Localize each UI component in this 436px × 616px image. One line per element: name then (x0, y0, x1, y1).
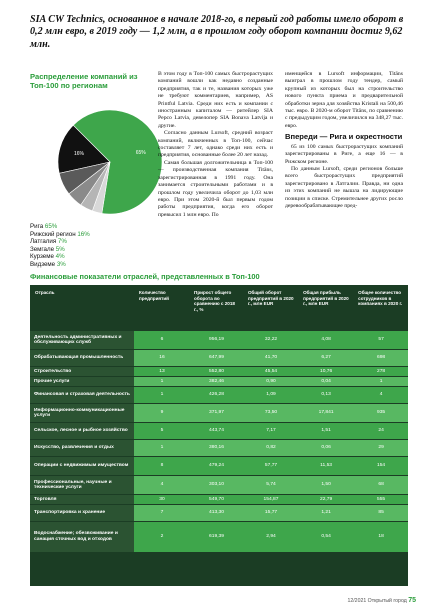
value-cell: 2,94 (243, 522, 298, 552)
footer-issue: 12/2021 Открытый город (347, 598, 407, 604)
value-cell: 7,17 (243, 423, 298, 440)
legend-value: 5% (55, 245, 65, 253)
value-cell: 5 (134, 423, 189, 440)
industry-name-cell: Информационно-коммуникационные услуги (30, 404, 134, 423)
value-cell: 73,50 (243, 404, 298, 423)
table-column-header: Отрасль (30, 285, 134, 331)
value-cell: 1 (134, 387, 189, 404)
value-cell: 380,16 (189, 440, 243, 457)
value-cell: 426,28 (189, 387, 243, 404)
industry-name-cell: Искусство, развлечения и отдых (30, 440, 134, 457)
table-row (30, 457, 408, 476)
industry-name-cell: Деятельность административных и обслуживающих служб (30, 331, 134, 350)
value-cell: 935 (353, 404, 408, 423)
legend-item (30, 231, 150, 239)
value-cell: 956,19 (189, 331, 243, 350)
financial-table-container (30, 285, 408, 586)
value-cell: 555 (353, 495, 408, 505)
industry-name-cell: Финансовая и страховая деятельность (30, 387, 134, 404)
value-cell: 32,22 (243, 331, 298, 350)
page-number: 75 (408, 597, 416, 604)
value-cell: 9 (134, 404, 189, 423)
legend-label: Рижский регион (30, 230, 76, 238)
value-cell: 16 (134, 350, 189, 367)
table-row (30, 377, 408, 387)
table-row (30, 505, 408, 522)
value-cell: 57 (353, 331, 408, 350)
article-paragraph: В этом году в Топ-100 самых быстрорастущих компаний вошли как недавно созданные предприятия, так и те, названия которых уже не требуют комментариев, например, AS Printful Latvia. Среди них есть и компании с иностранным капиталом — ритейлер SIA Pepco Latvia, девелопер SIA Bonava Latvija и другие. (158, 71, 273, 129)
table-column-header: Общий оборот предприятий в 2020 г., млн EUR (243, 285, 298, 331)
value-cell: 24 (353, 423, 408, 440)
value-cell: 85 (353, 505, 408, 522)
table-row (30, 367, 408, 377)
legend-item (30, 253, 150, 261)
value-cell: 552,80 (189, 367, 243, 377)
value-cell: 382,46 (189, 377, 243, 387)
value-cell: 8 (134, 457, 189, 476)
industry-name-cell: Транспортировка и хранение (30, 505, 134, 522)
table-row (30, 423, 408, 440)
table-column-header: Общее количество сотрудников в компаниях в 2020 г. (353, 285, 408, 331)
legend-label: Видземе (30, 260, 56, 268)
table-column-header: Количество предприятий (134, 285, 189, 331)
value-cell: 2 (134, 522, 189, 552)
table-column-header: Прирост общего оборота во сравнению с 2018 г., % (189, 285, 243, 331)
table-row (30, 350, 408, 367)
pie-legend (30, 223, 150, 268)
article-paragraph: Самая большая долгожительница в Топ-100 — производственная компания Titāns, зарегистрированная в 1991 году. Она занимается строительными работами и в прошлом году увеличила оборот до 1,03 млн евро. При этом 2020-й был первым годом работы предприятия, когда его оборот превысил 1 млн евро. По (158, 159, 273, 218)
table-row (30, 440, 408, 457)
value-cell: 45,54 (243, 367, 298, 377)
table-title: Финансовые показатели отраслей, представленных в Топ-100 (30, 272, 260, 281)
legend-label: Курземе (30, 253, 54, 260)
value-cell: 5,74 (243, 476, 298, 495)
lead-paragraph: SIA CW Technics, основанное в начале 2018-го, в первый год работы имело оборот в 0,2 млн евро, в 2019 году — 1,2 млн, а в прошлом году оборот компании достиг 9,62 млн. (30, 14, 404, 50)
value-cell: 22,79 (298, 495, 353, 505)
table-row (30, 495, 408, 505)
value-cell: 41,70 (243, 350, 298, 367)
value-cell: 0,04 (298, 377, 353, 387)
pie-chart-title: Распределение компаний из Топ-100 по регионам (30, 72, 138, 90)
value-cell: 4 (353, 387, 408, 404)
value-cell: 6,27 (298, 350, 353, 367)
article-column-1 (158, 71, 273, 219)
industry-name-cell: Строительство (30, 367, 134, 377)
value-cell: 619,39 (189, 522, 243, 552)
industry-name-cell: Профессиональные, научные и технические услуги (30, 476, 134, 495)
value-cell: 11,53 (298, 457, 353, 476)
article-paragraph: По данным Lursoft, среди регионов больше всего быстрорастущих предприятий зарегистрировано в Латгалии. Правда, ни одна из этих компаний не вышла на лидирующие позиции в списке. Стремительнее других росло деревообрабатывающее пред- (285, 166, 403, 210)
table-row (30, 331, 408, 350)
industry-name-cell: Сельское, лесное и рыбное хозяйство (30, 423, 134, 440)
value-cell: 1,51 (298, 423, 353, 440)
financial-table (30, 285, 408, 552)
value-cell: 303,10 (189, 476, 243, 495)
value-cell: 549,70 (189, 495, 243, 505)
table-row (30, 387, 408, 404)
table-row (30, 404, 408, 423)
value-cell: 371,97 (189, 404, 243, 423)
legend-label: Рига (30, 223, 44, 230)
value-cell: 1 (134, 440, 189, 457)
value-cell: 18 (353, 522, 408, 552)
value-cell: 479,24 (189, 457, 243, 476)
value-cell: 698 (353, 350, 408, 367)
article-paragraph: Согласно данным Lursoft, средний возраст компаний, включенных в Топ-100, сейчас составляет 7 лет, однако среди них есть и предприятия, основанные более 20 лет назад. (158, 130, 273, 159)
value-cell: 13 (134, 367, 189, 377)
table-header-row (30, 285, 408, 331)
legend-label: Земгале (30, 245, 55, 253)
legend-value: 4% (55, 253, 65, 260)
legend-value: 7% (57, 238, 67, 245)
value-cell: 154 (353, 457, 408, 476)
value-cell: 1 (353, 377, 408, 387)
legend-item (30, 223, 150, 231)
table-row (30, 522, 408, 552)
industry-name-cell: Торговля (30, 495, 134, 505)
pie-slice-label: 65% (135, 150, 146, 156)
value-cell: 0,54 (298, 522, 353, 552)
section-heading: Впереди — Рига и окрестности (285, 132, 403, 142)
value-cell: 443,74 (189, 423, 243, 440)
value-cell: 17,841 (298, 404, 353, 423)
value-cell: 278 (353, 367, 408, 377)
pie-slice-label: 16% (73, 151, 85, 157)
legend-value: 65% (44, 223, 58, 230)
value-cell: 1,09 (243, 387, 298, 404)
article-paragraph: именщейся в Lursoft информации, Titāns выиграл в прошлом году тендер, самый крупный из которых был на строительство нового пункта приема и предварительной обработки зерна для хозяйства Kristali на 500,46 тыс. евро. В 2020-м оборот Titāns, по сравнению с предыдущим годом, увеличился на 348,27 тыс. евро. (285, 71, 403, 129)
value-cell: 0,13 (298, 387, 353, 404)
article-paragraph: 65 из 100 самых быстрорастущих компаний зарегистрированы в Риге, а еще 16 — в Рижском регионе. (285, 143, 403, 165)
article-column-2 (285, 71, 403, 211)
table-row (30, 476, 408, 495)
value-cell: 6 (134, 331, 189, 350)
value-cell: 0,82 (243, 440, 298, 457)
value-cell: 1 (134, 377, 189, 387)
value-cell: 1,50 (298, 476, 353, 495)
page-footer (336, 597, 416, 604)
industry-name-cell: Водоснабжение; обезвоживание и санация сточных вод и отходов (30, 522, 134, 552)
value-cell: 4 (134, 476, 189, 495)
value-cell: 413,30 (189, 505, 243, 522)
value-cell: 30 (134, 495, 189, 505)
table-column-header: Общая прибыль предприятий в 2020 г., млн EUR (298, 285, 353, 331)
value-cell: 154,87 (243, 495, 298, 505)
industry-name-cell: Операции с недвижимым имуществом (30, 457, 134, 476)
legend-item (30, 238, 150, 246)
industry-name-cell: Прочие услуги (30, 377, 134, 387)
legend-label: Латгалия (30, 238, 57, 245)
value-cell: 10,76 (298, 367, 353, 377)
value-cell: 0,90 (243, 377, 298, 387)
industry-name-cell: Обрабатывающая промышленность (30, 350, 134, 367)
legend-item (30, 261, 150, 269)
legend-value: 16% (77, 230, 90, 238)
value-cell: 1,21 (298, 505, 353, 522)
value-cell: 647,99 (189, 350, 243, 367)
value-cell: 7 (134, 505, 189, 522)
value-cell: 57,77 (243, 457, 298, 476)
value-cell: 15,77 (243, 505, 298, 522)
legend-item (30, 246, 150, 254)
value-cell: 0,06 (298, 440, 353, 457)
value-cell: 29 (353, 440, 408, 457)
legend-value: 3% (56, 260, 66, 268)
value-cell: 4,08 (298, 331, 353, 350)
value-cell: 68 (353, 476, 408, 495)
